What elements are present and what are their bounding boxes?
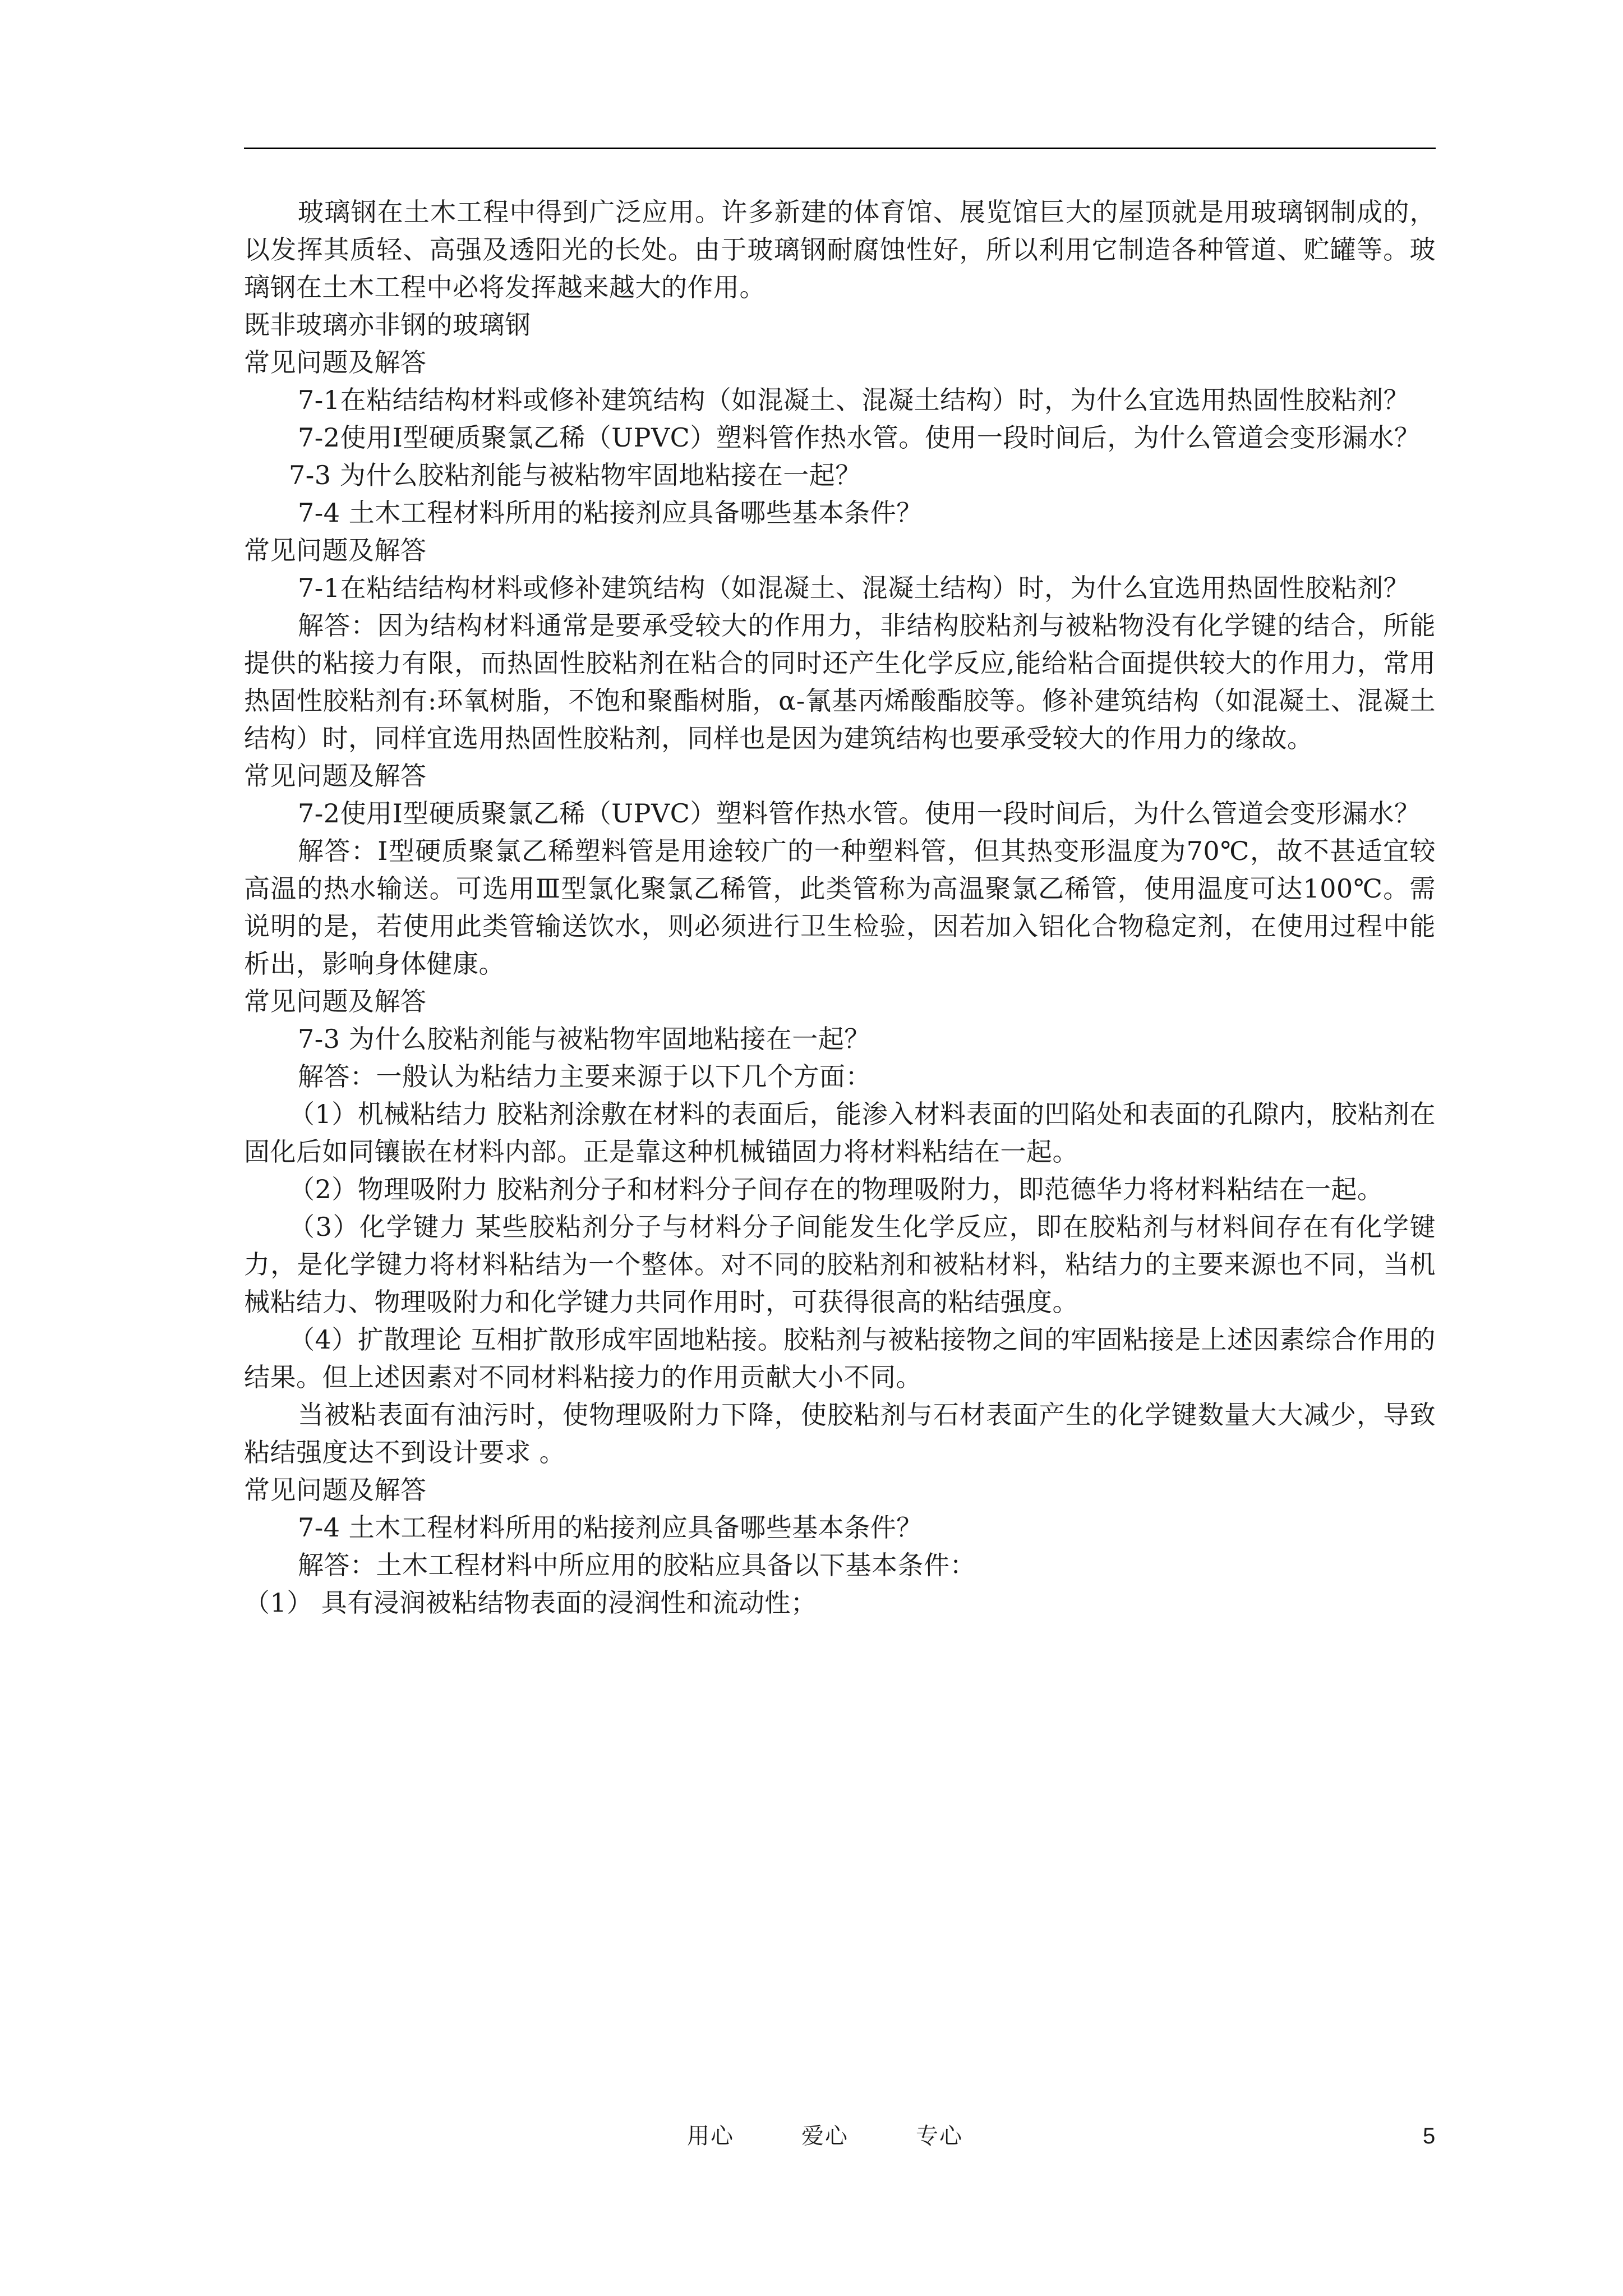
paragraph: 解答：因为结构材料通常是要承受较大的作用力，非结构胶粘剂与被粘物没有化学键的结合，所能提供的粘接力有限，而热固性胶粘剂在粘合的同时还产生化学反应,能给粘合面提供较大的作用力，常用热固性胶粘剂有:环氧树脂，不饱和聚酯树脂，α-氰基丙烯酸酯胶等。修补建筑结构（如混凝土、混凝土结构）时，同样宜选用热固性胶粘剂，同样也是因为建筑结构也要承受较大的作用力的缘故。: [244, 610, 1436, 753]
paragraph: 常见问题及解答: [244, 347, 427, 378]
header-rule: [244, 148, 1436, 149]
paragraph: 7-1在粘结结构材料或修补建筑结构（如混凝土、混凝土结构）时，为什么宜选用热固性胶粘剂？: [298, 573, 1410, 603]
paragraph: 7-1在粘结结构材料或修补建筑结构（如混凝土、混凝土结构）时，为什么宜选用热固性胶粘剂？: [298, 385, 1410, 415]
paragraph: 解答：一般认为粘结力主要来源于以下几个方面：: [298, 1061, 872, 1092]
paragraph: 7-3 为什么胶粘剂能与被粘物牢固地粘接在一起？: [298, 1024, 870, 1054]
paragraph: 常见问题及解答: [244, 1475, 427, 1505]
paragraph: 解答：土木工程材料中所应用的胶粘应具备以下基本条件：: [298, 1550, 976, 1580]
paragraph: 既非玻璃亦非钢的玻璃钢: [244, 310, 531, 340]
paragraph: 7-2使用Ⅰ型硬质聚氯乙稀（UPVC）塑料管作热水管。使用一段时间后，为什么管道会变形漏水？: [298, 422, 1421, 453]
footer-motto-3: 专心: [916, 2123, 963, 2149]
paragraph: （2）物理吸附力 胶粘剂分子和材料分子间存在的物理吸附力，即范德华力将材料粘结在一起。: [289, 1174, 1384, 1204]
paragraph: （3）化学键力 某些胶粘剂分子与材料分子间能发生化学反应，即在胶粘剂与材料间存在有化学键力，是化学键力将材料粘结为一个整体。对不同的胶粘剂和被粘材料，粘结力的主要来源也不同，当机械粘结力、物理吸附力和化学键力共同作用时，可获得很高的粘结强度。: [244, 1212, 1436, 1317]
paragraph: 解答：Ⅰ型硬质聚氯乙稀塑料管是用途较广的一种塑料管，但其热变形温度为70℃，故不甚适宜较高温的热水输送。可选用Ⅲ型氯化聚氯乙稀管，此类管称为高温聚氯乙稀管，使用温度可达100℃。需说明的是，若使用此类管输送饮水，则必须进行卫生检验，因若加入铝化合物稳定剂，在使用过程中能析出，影响身体健康。: [244, 836, 1436, 979]
paragraph: 7-2使用Ⅰ型硬质聚氯乙稀（UPVC）塑料管作热水管。使用一段时间后，为什么管道会变形漏水？: [298, 798, 1421, 829]
footer-motto: [687, 2119, 963, 2153]
paragraph: （1） 具有浸润被粘结物表面的浸润性和流动性；: [244, 1588, 817, 1618]
page-number: 5: [1423, 2124, 1436, 2148]
paragraph: 玻璃钢在土木工程中得到广泛应用。许多新建的体育馆、展览馆巨大的屋顶就是用玻璃钢制成的，以发挥其质轻、高强及透阳光的长处。由于玻璃钢耐腐蚀性好，所以利用它制造各种管道、贮罐等。玻璃钢在土木工程中必将发挥越来越大的作用。: [244, 197, 1436, 302]
footer-motto-2: 爱心: [801, 2123, 849, 2149]
paragraph: 常见问题及解答: [244, 535, 427, 565]
paragraph: （4）扩散理论 互相扩散形成牢固地粘接。胶粘剂与被粘接物之间的牢固粘接是上述因素综合作用的结果。但上述因素对不同材料粘接力的作用贡献大小不同。: [244, 1324, 1436, 1392]
paragraph: 常见问题及解答: [244, 986, 427, 1016]
paragraph: 7-4 土木工程材料所用的粘接剂应具备哪些基本条件？: [298, 498, 923, 528]
paragraph: 常见问题及解答: [244, 761, 427, 791]
paragraph: 当被粘表面有油污时，使物理吸附力下降，使胶粘剂与石材表面产生的化学键数量大大减少，导致粘结强度达不到设计要求 。: [244, 1400, 1436, 1467]
paragraph: （1）机械粘结力 胶粘剂涂敷在材料的表面后，能渗入材料表面的凹陷处和表面的孔隙内，胶粘剂在固化后如同镶嵌在材料内部。正是靠这种机械锚固力将材料粘结在一起。: [244, 1099, 1436, 1167]
page-footer: [0, 2119, 1623, 2153]
paragraph: 7-3 为什么胶粘剂能与被粘物牢固地粘接在一起？: [289, 460, 861, 490]
paragraph: 7-4 土木工程材料所用的粘接剂应具备哪些基本条件？: [298, 1512, 923, 1543]
footer-motto-1: 用心: [687, 2123, 734, 2149]
body-text: [244, 194, 1436, 1622]
